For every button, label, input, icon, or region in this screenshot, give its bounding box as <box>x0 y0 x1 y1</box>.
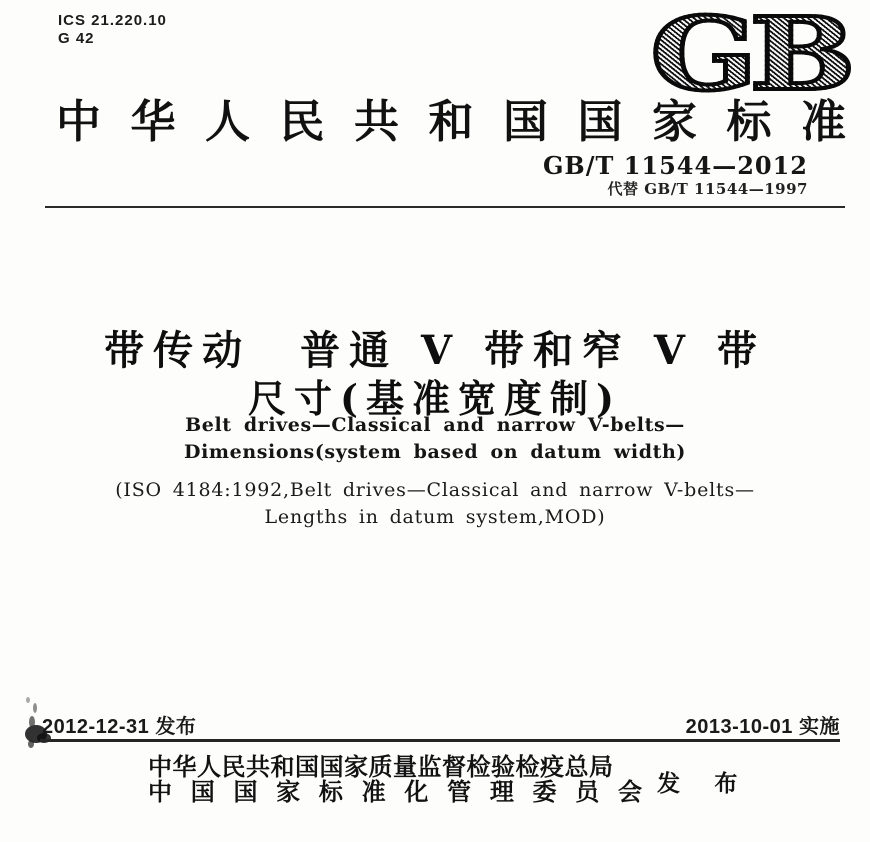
title-cn-line2: 尺寸(基准宽度制) <box>248 376 622 421</box>
iso-reference <box>0 477 870 531</box>
replaces-note: 代替 GB/T 11544—1997 <box>607 180 808 198</box>
standard-number-block <box>543 152 808 199</box>
gb-logo: GB <box>650 0 848 113</box>
authority-sac: 中国国家标准化管理委员会 <box>148 779 642 806</box>
authority-aqsiq: 中华人民共和国国家质量监督检验检疫总局 <box>148 754 614 781</box>
page-title: 中华人民共和国国家标准 <box>56 95 846 148</box>
iso-ref-line1: (ISO 4184:1992,Belt drives—Classical and narrow V-belts— <box>115 479 755 501</box>
document-title-chinese <box>0 328 870 422</box>
publish-label: 发 布 <box>657 770 752 796</box>
ics-classification <box>58 12 167 48</box>
date-row <box>40 710 840 738</box>
issue-date: 2012-12-31 发布 <box>42 716 197 738</box>
title-en-line1: Belt drives—Classical and narrow V-belts— <box>185 414 685 436</box>
title-en-line2: Dimensions(system based on datum width) <box>184 441 686 463</box>
implement-date: 2013-10-01 实施 <box>685 716 840 738</box>
ics-code: ICS 21.220.10 <box>58 12 167 29</box>
standard-number: GB/T 11544—2012 <box>542 151 808 180</box>
title-cn-line1: 带传动 普通 V 带和窄 V 带 <box>104 327 766 374</box>
iso-ref-line2: Lengths in datum system,MOD) <box>264 506 606 528</box>
ccs-code: G 42 <box>58 30 95 47</box>
footer-divider <box>40 739 840 742</box>
document-title-english <box>0 412 870 466</box>
issuing-authority-block <box>148 756 642 805</box>
header-divider <box>45 206 845 208</box>
